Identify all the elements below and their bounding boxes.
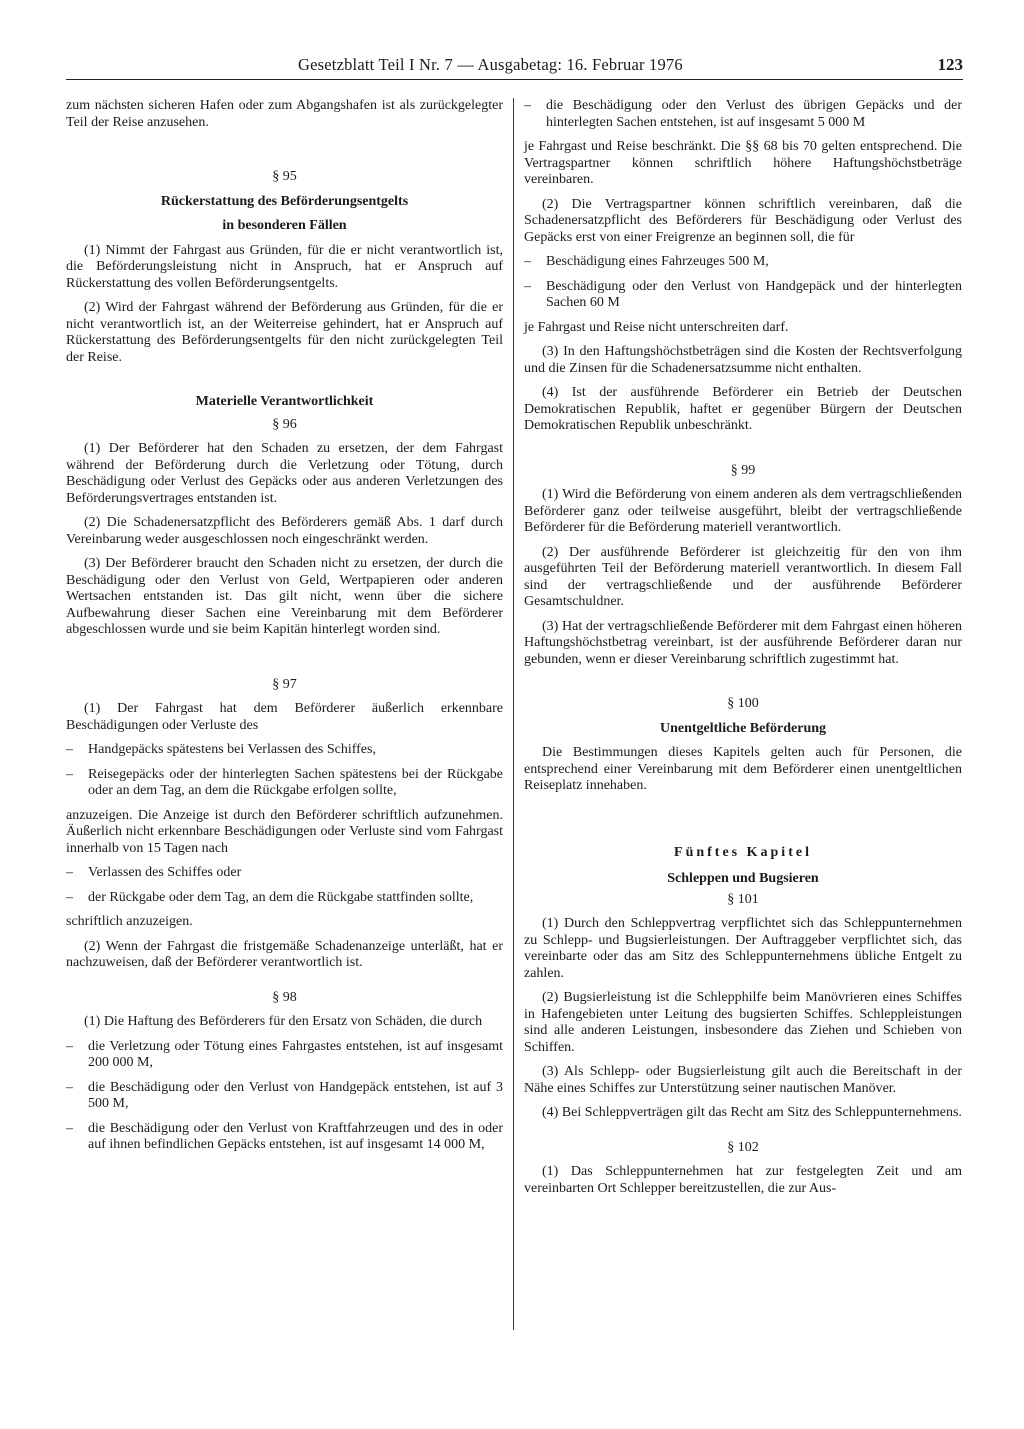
list-item: – Beschädigung oder den Verlust von Handgepäck und der hinterlegten Sachen 60 M [524,278,962,310]
section-97-paragraph-1b: anzuzeigen. Die Anzeige ist durch den Beförderer schriftlich aufzunehmen. Äußerlich nicht erkennbare Beschädigungen oder Verluste sind vom Fahrgast innerhalb von 15 Tagen nach [66,807,503,856]
left-column [66,98,503,1162]
list-item: – Reisegepäcks oder der hinterlegten Sachen spätestens bei der Rückgabe oder an dem Tag, an dem die Rückgabe erfolgen sollte, [66,766,503,798]
list-item: – der Rückgabe oder dem Tag, an dem die Rückgabe stattfinden sollte, [66,889,474,905]
section-96-paragraph-1: (1) Der Beförderer hat den Schaden zu ersetzen, der dem Fahrgast während der Beförderung durch die Verletzung oder Tötung, durch Beschädigung oder Verlust des Gepäcks oder aus anderen Verletzungen des Beförderungsvertrages entstanden ist. [66,441,503,506]
section-100-title: Unentgeltliche Beförderung [659,720,827,736]
section-102-paragraph-1: (1) Das Schleppunternehmen hat zur festgelegten Zeit und am vereinbarten Ort Schlepper bereitzustellen, die zur Aus- [524,1164,962,1196]
header-title: Gesetzblatt Teil I Nr. 7 — Ausgabetag: 16. Februar 1976 [298,55,683,74]
section-97-paragraph-1c: schriftlich anzuzeigen. [66,914,193,929]
section-101-paragraph-3: (3) Als Schlepp- oder Bugsierleistung gilt auch die Bereitschaft in der Nähe eines Schiffes zur Unterstützung seiner nautischen Manöver. [524,1064,962,1096]
page-header [66,55,963,81]
section-95-title-line2: in besonderen Fällen [222,218,347,233]
section-98-paragraph-2: (2) Die Vertragspartner können schriftlich vereinbaren, daß die Schadenersatzpflicht des Beförderers für Beschädigung oder Verlust des Gepäcks erst von einer Freigrenze an beginnen soll, die für [524,196,962,245]
chapter-title: Fünftes Kapitel [674,844,812,860]
intro-paragraph: zum nächsten sicheren Hafen oder zum Abgangshafen ist als zurückgelegter Teil der Reise anzusehen. [66,98,503,130]
section-98-paragraph-2b: je Fahrgast und Reise nicht unterschreiten darf. [524,319,789,335]
section-97-paragraph-2: (2) Wenn der Fahrgast die fristgemäße Schadenanzeige unterläßt, hat er nachzuweisen, daß der Beförderer verantwortlich ist. [66,938,503,970]
heading-materielle-verantwortlichkeit: Materielle Verantwortlichkeit [195,394,374,409]
list-item: – die Verletzung oder Tötung eines Fahrgastes entstehen, ist auf insgesamt 200 000 M, [66,1038,503,1070]
list-item: – Verlassen des Schiffes oder [66,865,242,880]
section-95-title-line1: Rückerstattung des Beförderungsentgelts [160,193,409,209]
section-102-number: § 102 [727,1139,759,1155]
section-96-paragraph-3: (3) Der Beförderer braucht den Schaden nicht zu ersetzen, der durch die Beschädigung oder den Verlust von Geld, Wertpapieren oder anderen Wertsachen entstanden ist. Das gilt nicht, wenn über die sichere Aufbewahrung dieser Sachen eine Vereinbarung mit dem Beförderer abgeschlossen wurde und sie beim Kapitän hinterlegt worden sind. [66,556,503,637]
section-101-number: § 101 [727,891,759,907]
section-98-paragraph-1b: je Fahrgast und Reise beschränkt. Die §§ 68 bis 70 gelten entsprechend. Die Vertragspartner können schriftlich höhere Haftungshöchstbeträge vereinbaren. [524,139,962,187]
section-96-paragraph-2: (2) Die Schadenersatzpflicht des Beförderers gemäß Abs. 1 darf durch Vereinbarung weder ausgeschlossen noch eingeschränkt werden. [66,515,503,547]
chapter-subtitle: Schleppen und Bugsieren [667,871,819,886]
section-97-number: § 97 [272,676,297,692]
section-101-paragraph-4: (4) Bei Schleppverträgen gilt das Recht am Sitz des Schleppunternehmens. [542,1105,962,1120]
section-101-paragraph-1: (1) Durch den Schleppvertrag verpflichtet sich das Schleppunternehmen zu Schlepp- und Bugsierleistungen. Der Auftraggeber verpflichtet sich, das vereinbarte oder das am Sitz des Schleppunternehmens übliche Entgelt zu zahlen. [524,916,962,981]
section-98-number: § 98 [272,989,297,1005]
section-100-paragraph-1: Die Bestimmungen dieses Kapitels gelten auch für Personen, die entsprechend einer Vereinbarung mit dem Beförderer einen unentgeltlichen Reiseplatz innehaben. [524,745,962,793]
section-95-paragraph-1: (1) Nimmt der Fahrgast aus Gründen, für die er nicht verantwortlich ist, die Beförderungsleistung nicht in Anspruch, hat er Anspruch auf Rückerstattung des vollen Beförderungsentgelts. [66,242,503,291]
list-item: – die Beschädigung oder den Verlust des übrigen Gepäcks und der hinterlegten Sachen entstehen, ist auf insgesamt 5 000 M [524,98,962,130]
section-95-paragraph-2: (2) Wird der Fahrgast während der Beförderung aus Gründen, für die er nicht verantwortlich ist, an der Weiterreise gehindert, hat er Anspruch auf Rückerstattung des Beförderungsentgelts für den nicht zurückgelegten Teil der Reise. [66,300,503,365]
section-99-paragraph-2: (2) Der ausführende Beförderer ist gleichzeitig für den von ihm ausgeführten Teil der Beförderung materiell verantwortlich. In diesem Fall sind der vertragschließende und der ausführende Beförderer Gesamtschuldner. [524,544,962,609]
section-99-paragraph-3: (3) Hat der vertragschließende Beförderer mit dem Fahrgast einen höheren Haftungshöchstbetrag vereinbart, ist der ausführende Beförderer daran nur gebunden, wenn er dieser Vereinbarung schriftlich zugestimmt hat. [524,618,962,667]
section-99-number: § 99 [730,462,756,478]
section-97-paragraph-1: (1) Der Fahrgast hat dem Beförderer äußerlich erkennbare Beschädigungen oder Verluste des [66,701,503,733]
section-99-paragraph-1: (1) Wird die Beförderung von einem anderen als dem vertragschließenden Beförderer ganz oder teilweise ausgeführt, bleibt der vertragschließende Beförderer für die Beförderung materiell verantwortlich. [524,487,962,535]
column-divider [513,98,514,1330]
section-101-paragraph-2: (2) Bugsierleistung ist die Schlepphilfe beim Manövrieren eines Schiffes in Hafengebieten unter Leitung des bugsierten Schiffes. Schleppleistungen sind alle anderen Leistungen, insbesondere das Ziehen und Schieben von Schiffen. [524,990,962,1055]
section-98-paragraph-4: (4) Ist der ausführende Beförderer ein Betrieb der Deutschen Demokratischen Republik, haftet er gegenüber Bürgern der Deutschen Demokratischen Republik unbeschränkt. [524,385,962,433]
right-column [524,98,962,1205]
section-95-number: § 95 [272,169,297,184]
list-item: – Beschädigung eines Fahrzeuges 500 M, [524,254,769,269]
header-rule [66,79,963,80]
list-item: – die Beschädigung oder den Verlust von Kraftfahrzeugen und des in oder auf ihnen befindlichen Gepäcks entstehen, ist auf insgesamt 14 000 M, [66,1120,503,1152]
section-100-number: § 100 [727,696,759,711]
list-item: – Handgepäcks spätestens bei Verlassen des Schiffes, [66,742,376,757]
section-96-number: § 96 [272,416,297,432]
section-98-paragraph-3: (3) In den Haftungshöchstbeträgen sind die Kosten der Rechtsverfolgung und die Zinsen für die Schadenersatzsumme nicht enthalten. [524,344,962,376]
list-item: – die Beschädigung oder den Verlust von Handgepäck entstehen, ist auf 3 500 M, [66,1079,503,1111]
page-number: 123 [937,55,963,74]
section-98-paragraph-1: (1) Die Haftung des Beförderers für den Ersatz von Schäden, die durch [84,1014,483,1029]
